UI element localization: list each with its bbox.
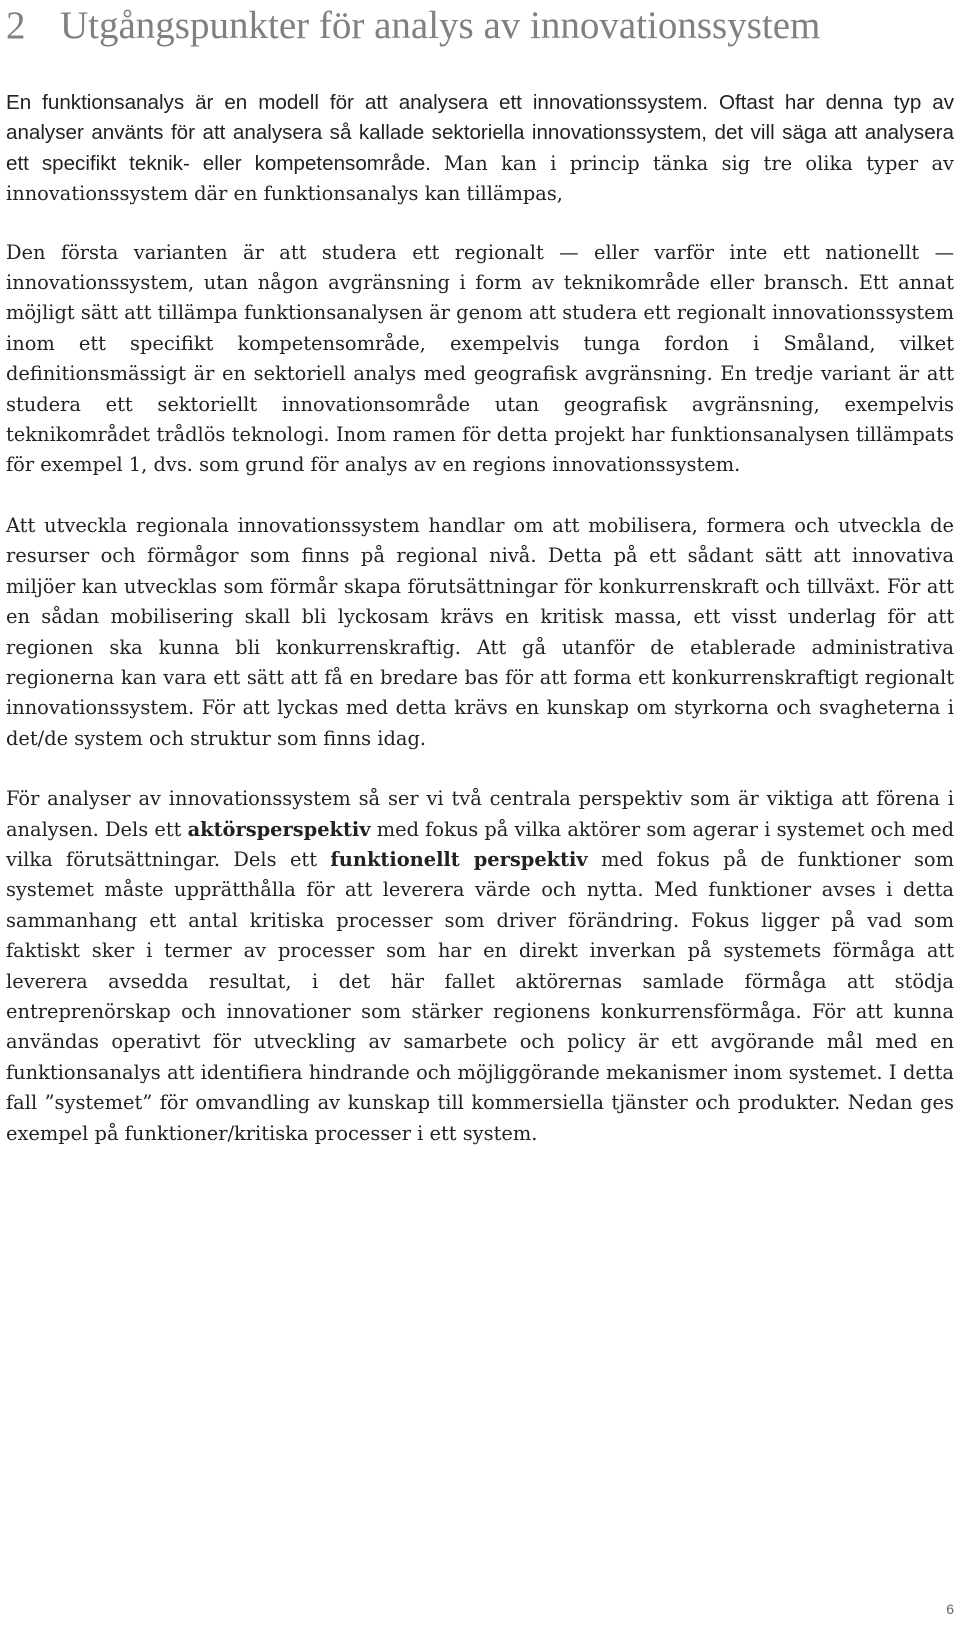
intro-text-start: En funktionsanalys är en modell för att analysera ett innovationssystem. Oftast har denna typ av analyser använts för att analysera så kallade sektoriella innovationssystem, det vill säga att analysera ett specifikt teknik- eller kompetensområde.: [6, 91, 954, 175]
intro-paragraph: [6, 88, 954, 210]
paragraph-perspectives: [6, 784, 954, 1149]
functional-perspective-term: funktionellt perspektiv: [330, 847, 588, 871]
section-heading: [6, 0, 954, 50]
perspectives-text-1: För analyser av innovationssystem så ser vi två centrala perspektiv som är viktiga att förena i analysen. Dels ett: [6, 787, 954, 841]
perspectives-text-3: med fokus på de funktioner som systemet måste upprätthålla för att leverera värde och nytta. Med funktioner avses i detta sammanhang ett antal kritiska processer som driver förändring. Fokus ligger på vad som faktiskt sker i termer av processer som har en direkt inverkan på systemets förmåga att leverera avsedda resultat, i det här fallet aktörernas samlade förmåga att stödja entreprenörskap och innovationer som stärker regionens konkurrensförmåga. För att kunna användas operativt för utveckling av samarbete och policy är ett avgörande mål med en funktionsanalys att identifiera hindrande och möjliggörande mekanismer inom systemet. I detta fall ”systemet” för omvandling av kunskap till kommersiella tjänster och produkter. Nedan ges exempel på funktioner/kritiska processer i ett system.: [6, 847, 954, 1145]
perspectives-text-2: med fokus på vilka aktörer som agerar i systemet och med vilka förutsättningar. Dels ett: [6, 817, 955, 871]
page-number: 6: [946, 1601, 954, 1617]
paragraph-regional-systems: Att utveckla regionala innovationssystem handlar om att mobilisera, formera och utveckla de resurser och förmågor som finns på regional nivå. Detta på ett sådant sätt att innovativa miljöer kan utvecklas som förmår skapa förutsättningar för konkurrenskraft och tillväxt. För att en sådan mobilisering skall bli lyckosam krävs en kritisk massa, ett visst underlag för att regionen ska kunna bli konkurrenskraftig. Att gå utanför de etablerade administrativa regionerna kan vara ett sätt att få en bredare bas för att forma ett konkurrenskraftigt regionalt innovationssystem. För att lyckas med detta krävs en kunskap om styrkorna och svagheterna i det/de system och struktur som finns idag.: [6, 513, 954, 750]
actor-perspective-term: aktörsperspektiv: [187, 817, 371, 841]
section-title: Utgångspunkter för analys av innovationssystem: [60, 4, 821, 47]
paragraph-variants: Den första varianten är att studera ett regionalt — eller varför inte ett nationellt — innovationssystem, utan någon avgränsning i form av teknikområde eller bransch. Ett annat möjligt sätt att tillämpa funktionsanalysen är genom att studera ett regionalt innovationssystem inom ett specifikt kompetensområde, exempelvis tunga fordon i Småland, vilket definitionsmässigt är en sektoriell analys med geografisk avgränsning. En tredje variant är att studera ett sektoriellt innovationsområde utan geografisk avgränsning, exempelvis teknikområdet trådlös teknologi. Inom ramen för detta projekt har funktionsanalysen tillämpats för exempel 1, dvs. som grund för analys av en regions innovationssystem.: [6, 240, 954, 477]
document-page: [6, 0, 954, 1149]
intro-text-end: Man kan i princip tänka sig tre olika typer av innovationssystem där en funktionsanalys kan tillämpas,: [6, 151, 954, 206]
section-number: 2: [6, 4, 26, 47]
